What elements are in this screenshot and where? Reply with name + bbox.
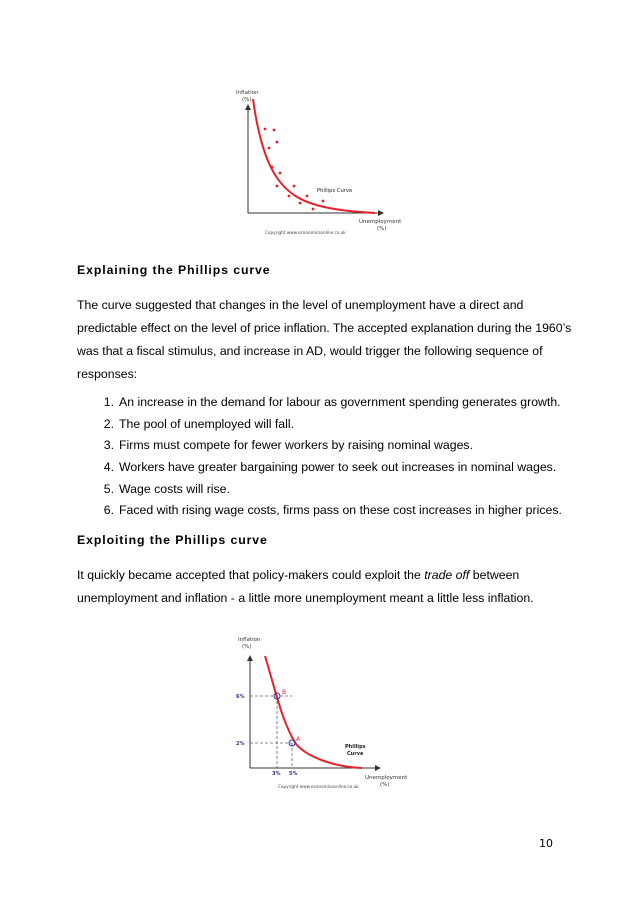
- curve-label: Phillips Curve: [317, 188, 353, 194]
- list-item: [77, 457, 562, 479]
- paragraph-text: It quickly became accepted that policy-makers could exploit the: [77, 568, 425, 582]
- copyright-note: Copyright www.economicsonline.co.uk: [265, 230, 346, 235]
- y-axis-label: Inflation: [236, 90, 259, 96]
- list-item-number: 5.: [103, 481, 114, 496]
- list-item-number: 4.: [103, 460, 114, 475]
- list-item-text: Faced with rising wage costs, firms pass on these cost increases in higher prices.: [119, 503, 562, 518]
- data-point: [276, 141, 279, 144]
- x-axis-unit: (%): [380, 782, 390, 788]
- data-point: [271, 166, 274, 169]
- curve-label: Phillips: [345, 744, 366, 750]
- list-item-text: Wage costs will rise.: [119, 481, 230, 496]
- x-tick-label: 5%: [289, 771, 298, 777]
- list-item: [77, 392, 562, 414]
- x-tick-label: 3%: [272, 771, 281, 777]
- page-number: 10: [539, 837, 553, 850]
- list-item-number: 3.: [103, 438, 114, 453]
- y-axis-unit: (%): [242, 644, 252, 650]
- paragraph-line: [77, 564, 577, 588]
- paragraph-line: responses:: [77, 367, 138, 381]
- x-axis-unit: (%): [377, 226, 387, 232]
- copyright-note: Copyright www.economicsonline.co.uk: [278, 784, 359, 789]
- data-point: [288, 195, 291, 198]
- data-point: [276, 185, 279, 188]
- list-item-number: 1.: [103, 395, 114, 409]
- phillips-tradeoff-chart: [232, 632, 412, 792]
- list-item-text: Firms must compete for fewer workers by raising nominal wages.: [119, 438, 473, 453]
- phillips-scatter-chart: [225, 85, 415, 240]
- list-item: [77, 500, 562, 522]
- section-heading-explaining: Explaining the Phillips curve: [77, 263, 271, 277]
- phillips-scatter-figure: [225, 85, 415, 240]
- data-point: [299, 202, 302, 205]
- data-point: [268, 147, 271, 150]
- list-item: [77, 479, 562, 501]
- list-item-text: The pool of unemployed will fall.: [119, 416, 294, 431]
- point-b-label: B: [282, 689, 287, 696]
- x-axis-label: Unemployment: [365, 775, 408, 781]
- list-item-number: 6.: [103, 503, 114, 518]
- data-point: [293, 185, 296, 188]
- paragraph-line: was that a fiscal stimulus, and increase in AD, would trigger the following sequence of: [77, 344, 543, 358]
- data-point: [322, 200, 325, 203]
- phillips-tradeoff-figure: [232, 632, 412, 792]
- list-item-text: An increase in the demand for labour as government spending generates growth.: [119, 395, 561, 409]
- data-point: [279, 172, 282, 175]
- paragraph-line: unemployment and inflation - a little more unemployment meant a little less inflation.: [77, 591, 534, 605]
- paragraph-line: predictable effect on the level of price inflation. The accepted explanation during the 1960’s: [77, 321, 572, 335]
- list-item: [77, 435, 562, 457]
- response-sequence-list: [77, 392, 562, 522]
- paragraph-line: The curve suggested that changes in the level of unemployment have a direct and: [77, 298, 524, 312]
- y-axis-label: Inflation: [238, 637, 261, 643]
- phillips-curve-line: [253, 99, 375, 213]
- point-a-label: A: [296, 736, 301, 743]
- y-tick-label: 2%: [236, 741, 245, 747]
- y-axis-unit: (%): [242, 97, 252, 103]
- data-point: [273, 129, 276, 132]
- list-item-text: Workers have greater bargaining power to seek out increases in nominal wages.: [119, 460, 557, 475]
- data-point: [312, 208, 315, 211]
- section-heading-exploiting: Exploiting the Phillips curve: [77, 533, 268, 547]
- data-point: [306, 195, 309, 198]
- emphasis-trade-off: trade off: [424, 568, 470, 582]
- curve-label: Curve: [347, 751, 364, 757]
- list-item-number: 2.: [103, 416, 114, 431]
- data-point: [264, 128, 267, 131]
- y-tick-label: 6%: [236, 694, 245, 700]
- list-item: [77, 414, 562, 436]
- x-axis-label: Unemployment: [359, 219, 402, 225]
- paragraph-text: between: [469, 568, 520, 582]
